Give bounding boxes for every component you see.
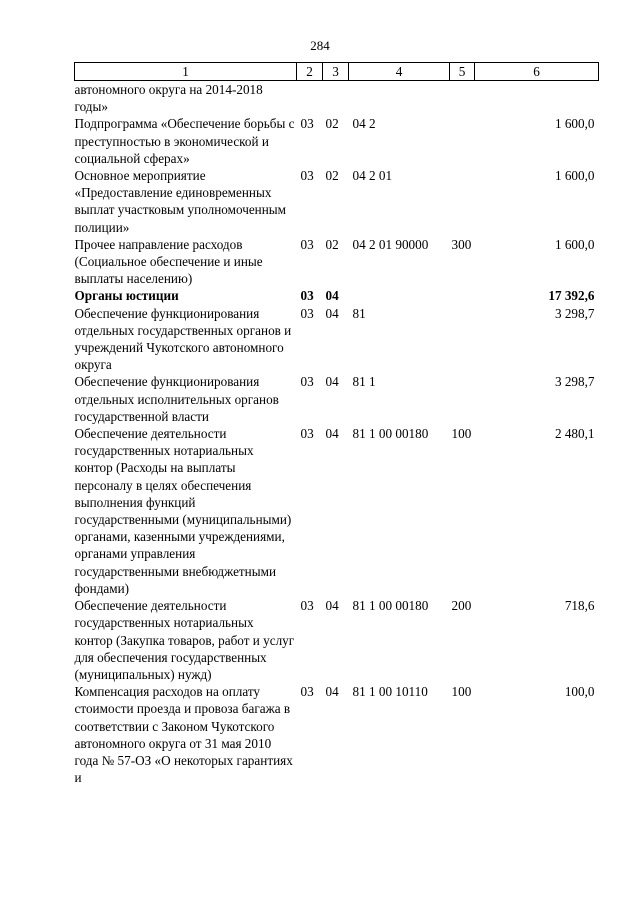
row-section-code [297,81,323,116]
row-name: Обеспечение функционирования отдельных исполнительных органов государственной власти [74,374,279,424]
table-row [75,305,599,374]
row-amount: 1 600,0 [554,116,595,132]
header-row [75,63,599,81]
row-expense-type [450,305,475,374]
table-header [75,63,599,81]
row-subsection-code: 04 [325,426,339,442]
row-section-code: 03 [300,236,314,252]
row-expense-type [450,373,475,425]
table-row [75,115,599,167]
row-amount: 1 600,0 [554,236,595,252]
row-expense-type [450,81,475,116]
table-row-section-total [75,287,599,304]
row-name: Подпрограмма «Обеспечение борьбы с преступностью в экономической и социальной сферах» [74,116,295,166]
row-section-code: 03 [300,426,314,442]
table-row [75,236,599,288]
row-section-code: 03 [300,684,314,700]
row-amount [475,81,599,116]
row-amount: 3 298,7 [554,374,595,390]
row-section-code: 03 [300,374,314,390]
page-number: 284 [310,38,330,53]
row-expense-type [450,115,475,167]
row-target-article: 81 1 00 10110 [352,684,428,700]
header-col-4: 4 [349,63,450,81]
row-section-code: 03 [300,116,314,132]
row-amount: 2 480,1 [554,426,595,442]
row-expense-type: 300 [451,236,472,252]
row-subsection-code: 02 [325,116,339,132]
row-name: Обеспечение деятельности государственных нотариальных контор (Закупка товаров, работ и услуг для обеспечения государственных (муниципальных) нужд) [74,598,295,682]
row-amount: 3 298,7 [554,305,595,321]
row-target-article: 04 2 01 [352,168,393,184]
row-subsection-code: 04 [325,288,339,304]
header-col-1: 1 [75,63,297,81]
row-subsection-code: 04 [325,598,339,614]
row-amount: 1 600,0 [554,168,595,184]
row-subsection-code: 02 [325,236,339,252]
row-section-code: 03 [300,305,314,321]
row-name: Обеспечение деятельности государственных нотариальных контор (Расходы на выплаты персоналу в целях обеспечения выполнения функций государственными (муниципальными) органами, казенными учреждениями, органами управления государственными внебюджетными фондами) [74,426,292,596]
row-section-code: 03 [300,288,314,304]
row-target-article: 04 2 01 90000 [352,236,429,252]
table-row [75,167,599,236]
table-row [75,425,599,597]
budget-table [74,62,599,786]
header-col-2: 2 [297,63,323,81]
header-col-6: 6 [475,63,599,81]
row-subsection-code: 04 [325,374,339,390]
row-target-article: 04 2 [352,116,376,132]
table-row [75,81,599,116]
row-amount: 17 392,6 [548,288,595,304]
row-subsection-code [323,81,349,116]
row-expense-type: 100 [451,684,472,700]
row-name: Органы юстиции [74,288,179,304]
row-expense-type [450,287,475,304]
row-section-code: 03 [300,598,314,614]
row-expense-type [450,167,475,236]
table-row [75,373,599,425]
row-target-article: 81 1 00 00180 [352,426,429,442]
row-subsection-code: 04 [325,305,339,321]
header-col-5: 5 [450,63,475,81]
row-subsection-code: 04 [325,684,339,700]
row-target-article: 81 1 [352,374,376,390]
row-section-code: 03 [300,168,314,184]
row-target-article [349,81,450,116]
table-row [75,597,599,683]
row-expense-type: 200 [451,598,472,614]
row-name: Прочее направление расходов (Социальное обеспечение и иные выплаты населению) [74,236,263,287]
table-body [75,81,599,787]
row-name: автономного округа на 2014-2018 годы» [74,82,263,115]
row-name: Основное мероприятие «Предоставление единовременных выплат участковым уполномоченным полиции» [74,168,287,235]
row-target-article [349,287,450,304]
row-name: Компенсация расходов на оплату стоимости проезда и провоза багажа в соответствии с Законом Чукотского автономного округа от 31 мая 2010 года № 57-ОЗ «О некоторых гарантиях и [74,684,293,786]
row-expense-type: 100 [451,426,472,442]
row-amount: 718,6 [564,598,595,614]
row-subsection-code: 02 [325,168,339,184]
row-target-article: 81 [352,305,366,321]
row-target-article: 81 1 00 00180 [352,598,429,614]
row-name: Обеспечение функционирования отдельных государственных органов и учреждений Чукотского автономного округа [74,305,292,373]
header-col-3: 3 [323,63,349,81]
table-row [75,683,599,786]
row-amount: 100,0 [564,684,595,700]
